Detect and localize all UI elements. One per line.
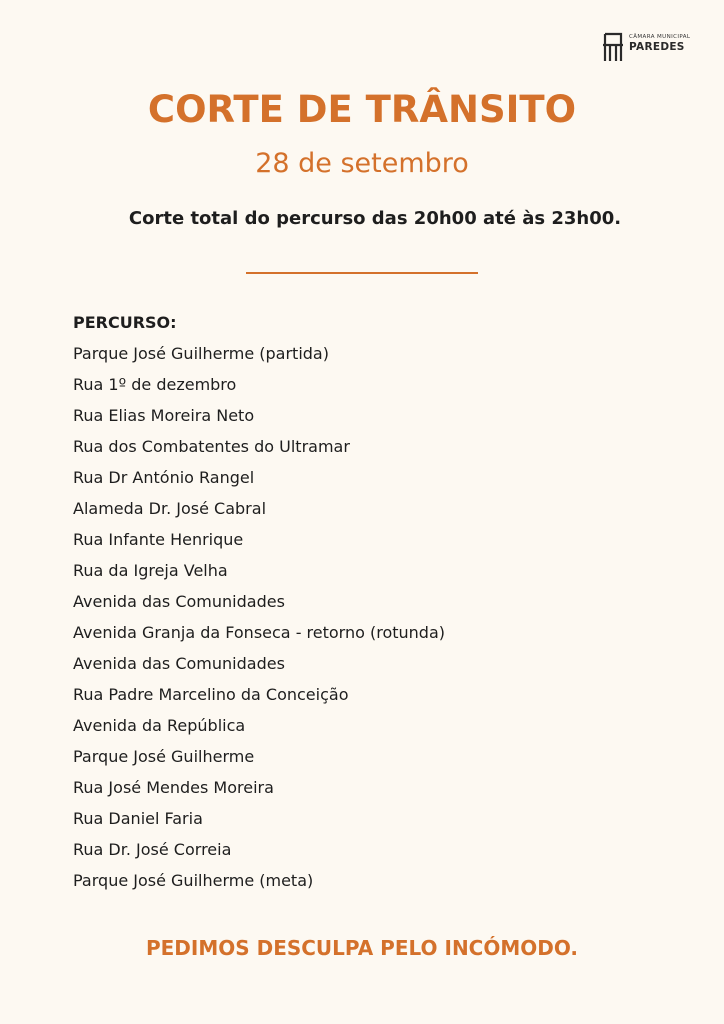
chair-icon (601, 32, 625, 62)
municipality-logo (601, 28, 691, 68)
route-item: Avenida das Comunidades (73, 592, 285, 611)
apology-footer: PEDIMOS DESCULPA PELO INCÓMODO. (145, 936, 579, 960)
route-item: Rua Infante Henrique (73, 530, 244, 549)
route-item: Rua dos Combatentes do Ultramar (73, 437, 350, 456)
logo-name: PAREDES (629, 41, 685, 53)
route-item: Rua Daniel Faria (73, 809, 203, 828)
page-title: CORTE DE TRÂNSITO (147, 88, 577, 131)
route-item: Alameda Dr. José Cabral (73, 499, 267, 518)
route-item: Avenida da República (73, 716, 246, 735)
closure-notice: Corte total do percurso das 20h00 até às 23h00. (128, 208, 622, 229)
route-item: Rua Dr. José Correia (73, 840, 232, 859)
route-item: Parque José Guilherme (meta) (73, 871, 314, 890)
route-item: Parque José Guilherme (73, 747, 255, 766)
route-item: Avenida Granja da Fonseca - retorno (rotunda) (73, 623, 446, 642)
route-item: Rua da Igreja Velha (73, 561, 228, 580)
route-item: Avenida das Comunidades (73, 654, 285, 673)
route-list (73, 341, 445, 899)
route-item: Rua Dr António Rangel (73, 468, 255, 487)
route-item: Rua Elias Moreira Neto (73, 406, 255, 425)
route-item: Rua Padre Marcelino da Conceição (73, 685, 349, 704)
route-heading: PERCURSO: (73, 313, 177, 332)
event-date: 28 de setembro (255, 148, 469, 179)
divider (246, 272, 478, 274)
route-item: Rua 1º de dezembro (73, 375, 237, 394)
logo-subtitle: CÂMARA MUNICIPAL (629, 34, 691, 40)
route-item: Rua José Mendes Moreira (73, 778, 274, 797)
route-item: Parque José Guilherme (partida) (73, 344, 329, 363)
